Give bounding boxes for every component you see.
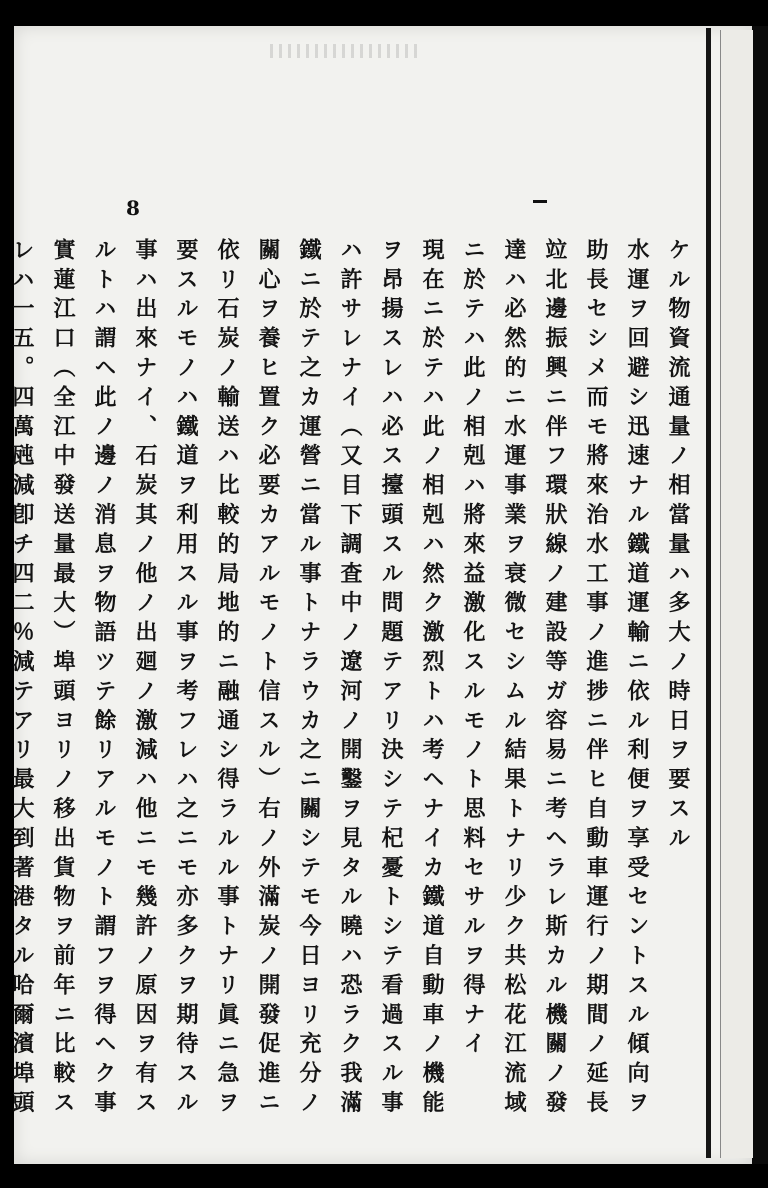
text-column: 現在ニ於テハ此ノ相剋ハ然ク激烈トハ考ヘナイカ鐵道自動車ノ機能: [419, 238, 445, 1120]
text-column: 要スルモノハ鐵道ヲ利用スル事ヲ考フレハ之ニモ亦多クヲ期待スル: [173, 238, 199, 1120]
text-column: 關心ヲ養ヒ置ク必要カアルモノト信スル）右ノ外滿炭ノ開發促進ニ: [255, 238, 281, 1120]
text-column: 依リ石炭ノ輸送ハ比較的局地的ニ融通シ得ラルル事トナリ眞ニ急ヲ: [214, 238, 240, 1120]
scan-border-top: [0, 0, 768, 26]
print-smudge: [270, 44, 420, 58]
text-column: 鐵ニ於テ之カ運營ニ當ル事トナラウカ之ニ關シテモ今日ヨリ充分ノ: [296, 238, 322, 1120]
binding-rule: [706, 28, 711, 1158]
text-column: 實蓮江口（全江中發送量最大）埠頭ヨリノ移出貨物ヲ前年ニ比較ス: [50, 238, 76, 1120]
text-column: ヲ昂揚スレハ必ス擡頭スル問題テアリ決シテ杞憂トシテ看過スル事: [378, 238, 404, 1120]
scan-border-bottom: [0, 1164, 768, 1188]
text-column: ニ於テハ此ノ相剋ハ將來益激化スルモノト思料セサルヲ得ナイ: [460, 238, 486, 1062]
text-column: 達ハ必然的ニ水運事業ヲ衰微セシムル結果トナリ少ク共松花江流域: [501, 238, 527, 1120]
text-column: レハ一五。四萬瓲減卽チ四二％減テアリ最大到著港タル哈爾濱埠頭: [9, 238, 35, 1120]
page-number: 8: [126, 196, 140, 220]
text-column: 事ハ出來ナイ、石炭其ノ他ノ出廻ノ激減ハ他ニモ幾許ノ原因ヲ有ス: [132, 238, 158, 1120]
text-column: ケル物資流通量ノ相當量ハ多大ノ時日ヲ要スル: [665, 238, 691, 856]
top-dash-mark: [533, 200, 547, 203]
text-column: 助長セシメ而モ將來治水工事ノ進捗ニ伴ヒ自動車運行ノ期間ノ延長: [583, 238, 609, 1120]
text-column: ルトハ謂ヘ此ノ邊ノ消息ヲ物語ツテ餘リアルモノト謂フヲ得ヘク事: [91, 238, 117, 1120]
text-column: ハ許サレナイ（又目下調査中ノ遼河ノ開鑿ヲ見タル曉ハ恐ラク我滿: [337, 238, 363, 1120]
text-column: 竝北邊振興ニ伴フ環狀線ノ建設等ガ容易ニ考ヘラレ斯カル機關ノ發: [542, 238, 568, 1120]
vertical-text-block: [9, 238, 696, 1158]
page-edge-strip: [720, 30, 753, 1158]
text-column: 水運ヲ回避シ迅速ナル鐵道運輸ニ依ル利便ヲ享受セントスル傾向ヲ: [624, 238, 650, 1120]
